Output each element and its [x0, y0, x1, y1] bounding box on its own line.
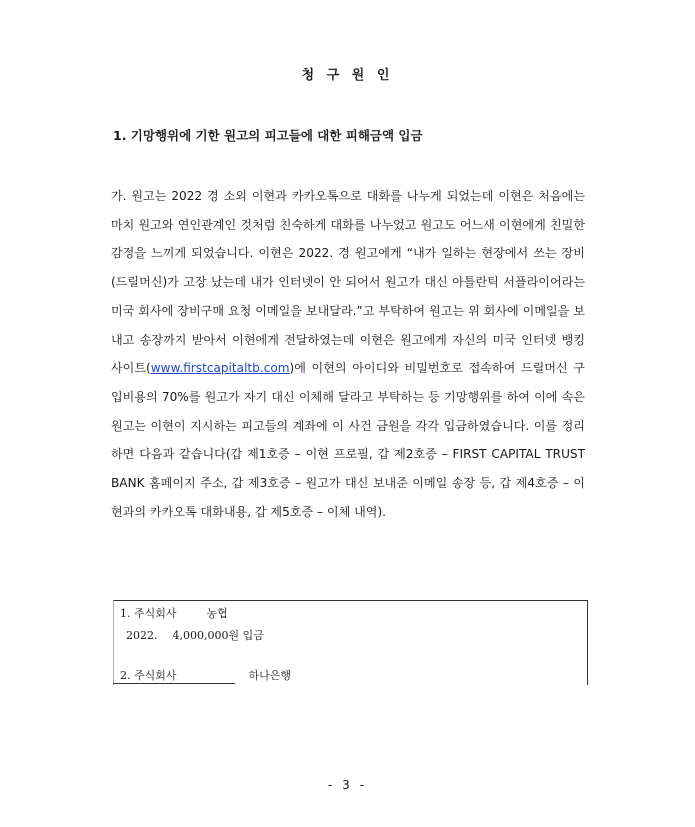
document-title: 청 구 원 인 — [301, 68, 394, 83]
body-paragraph — [111, 182, 585, 526]
paragraph-text-part1: 가. 원고는 2022 경 소외 이현과 카카오톡으로 대화를 나누게 되었는데 이현은 처음에는 마치 원고와 연인관계인 것처럼 친숙하게 대화를 나누었고 원고도 어느새 이현에게 친밀한 감정을 느끼게 되었습니다. 이현은 2022. 경 원고에게 “내가 일하는 현장에서 쓰는 장비(드릴머신)가 고장 났는데 내가 인터넷이 안 되어서 원고가 대신 아틀란틱 서플라이어라는 미국 회사에 장비구매 요청 이메일을 보내달라.”고 부탁하여 원고는 위 회사에 이메일을 보내고 송장까지 받아서 이현에게 전달하였는데 이현은 원고에게 자신의 미국 인터넷 뱅킹 사이트( — [111, 189, 586, 376]
section-heading: 1. 기망행위에 기한 원고의 피고들에 대한 피해금액 입금 — [113, 128, 423, 143]
bank-name-1: 농협 — [206, 607, 228, 620]
table-divider — [113, 683, 235, 684]
bank-name-2: 하나은행 — [248, 669, 292, 682]
table-row — [120, 605, 228, 621]
bank-website-link[interactable]: www.firstcapitaltb.com — [150, 361, 290, 376]
table-row — [126, 627, 264, 643]
transfer-table — [113, 600, 588, 685]
transfer-amount: 4,000,000원 입금 — [172, 629, 264, 642]
company-label-2: 2. 주식회사 — [120, 669, 177, 682]
page-number: - 3 - — [328, 778, 367, 792]
table-row — [120, 667, 291, 683]
company-label-1: 1. 주식회사 — [120, 607, 177, 620]
paragraph-text-part2: )에 이현의 아이디와 비밀번호로 접속하여 드릴머신 구입비용의 70%를 원고가 자기 대신 이체해 달라고 부탁하는 등 기망행위를 하여 이에 속은 원고는 이현이 지시하는 피고들의 계좌에 이 사건 금원을 각각 입금하였습니다. 이를 정리하면 다음과 같습니다(갑 제1호증 – 이현 프로필, 갑 제2호증 – FIRST CAPITAL TRUST BANK 홈페이지 주소, 갑 제3호증 – 원고가 대신 보내준 이메일 송장 등, 갑 제4호증 – 이현과의 카카오톡 대화내용, 갑 제5호증 – 이체 내역). — [111, 361, 585, 519]
transfer-date: 2022. — [126, 629, 158, 642]
